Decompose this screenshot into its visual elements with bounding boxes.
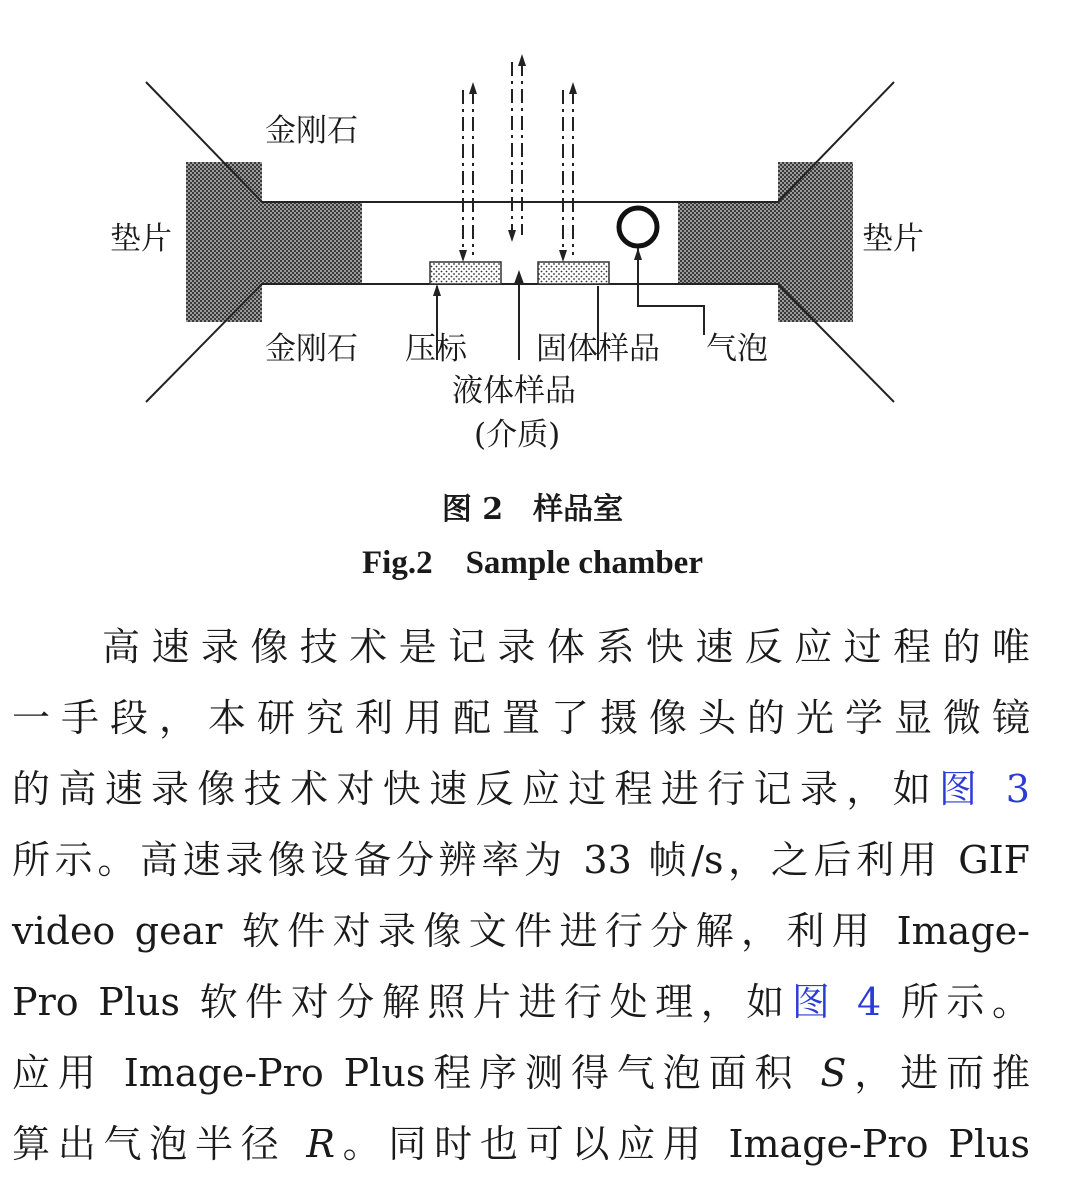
label-indenter: 压标 <box>405 331 467 367</box>
paragraph-text: 算出气泡半径 <box>12 1122 307 1166</box>
figure-4-link[interactable]: 图 4 <box>791 980 882 1024</box>
variable-r: R <box>306 1122 335 1166</box>
paragraph-text: 的高速录像技术对快速反应过程进行记录，如 <box>12 767 940 811</box>
sample-chamber-figure <box>0 0 1065 470</box>
paragraph-text: 。同时也可以应用 Image-Pro Plus <box>334 1122 1030 1166</box>
paragraph-line: 高速录像技术是记录体系快速反应过程的唯 <box>102 625 1030 669</box>
gasket-left-shape <box>186 162 362 322</box>
label-solid-sample: 固体样品 <box>536 331 660 367</box>
solid-sample-pad <box>538 262 609 284</box>
paragraph-line: video gear 软件对录像文件进行分解，利用 Image- <box>12 909 1030 953</box>
paragraph-line: 一手段，本研究利用配置了摄像头的光学显微镜 <box>12 696 1030 740</box>
label-gasket-right: 垫片 <box>862 221 924 257</box>
figure-3-link[interactable]: 图 3 <box>939 767 1030 811</box>
paragraph-line <box>12 967 1030 1038</box>
figure-caption-en: Fig.2 Sample chamber <box>362 545 703 581</box>
paragraph-text: 应用 Image-Pro Plus程序测得气泡面积 <box>12 1051 821 1095</box>
paragraph-line <box>12 754 1030 825</box>
label-liquid-sample: 液体样品 <box>452 373 576 409</box>
body-paragraph <box>12 612 1030 1180</box>
paragraph-line: 所示。高速录像设备分辨率为 33 帧/s，之后利用 GIF <box>12 838 1030 882</box>
gasket-right-shape <box>678 162 853 322</box>
label-diamond-top: 金刚石 <box>265 113 358 149</box>
paragraph-line <box>12 1038 1030 1109</box>
paragraph-text: Pro Plus 软件对分解照片进行处理，如 <box>12 980 792 1024</box>
label-medium: (介质) <box>474 417 561 453</box>
variable-s: S <box>820 1051 847 1095</box>
paragraph-text: ，进而推 <box>846 1051 1030 1095</box>
paragraph-line <box>12 1109 1030 1180</box>
bubble-circle <box>619 208 657 246</box>
paragraph-text: 所示。 <box>881 980 1030 1024</box>
label-bubble: 气泡 <box>706 331 768 367</box>
figure-caption-cn: 图 2 样品室 <box>441 492 624 527</box>
label-gasket-left: 垫片 <box>110 221 172 257</box>
label-diamond-bottom: 金刚石 <box>265 331 358 367</box>
indenter-pad <box>430 262 501 284</box>
